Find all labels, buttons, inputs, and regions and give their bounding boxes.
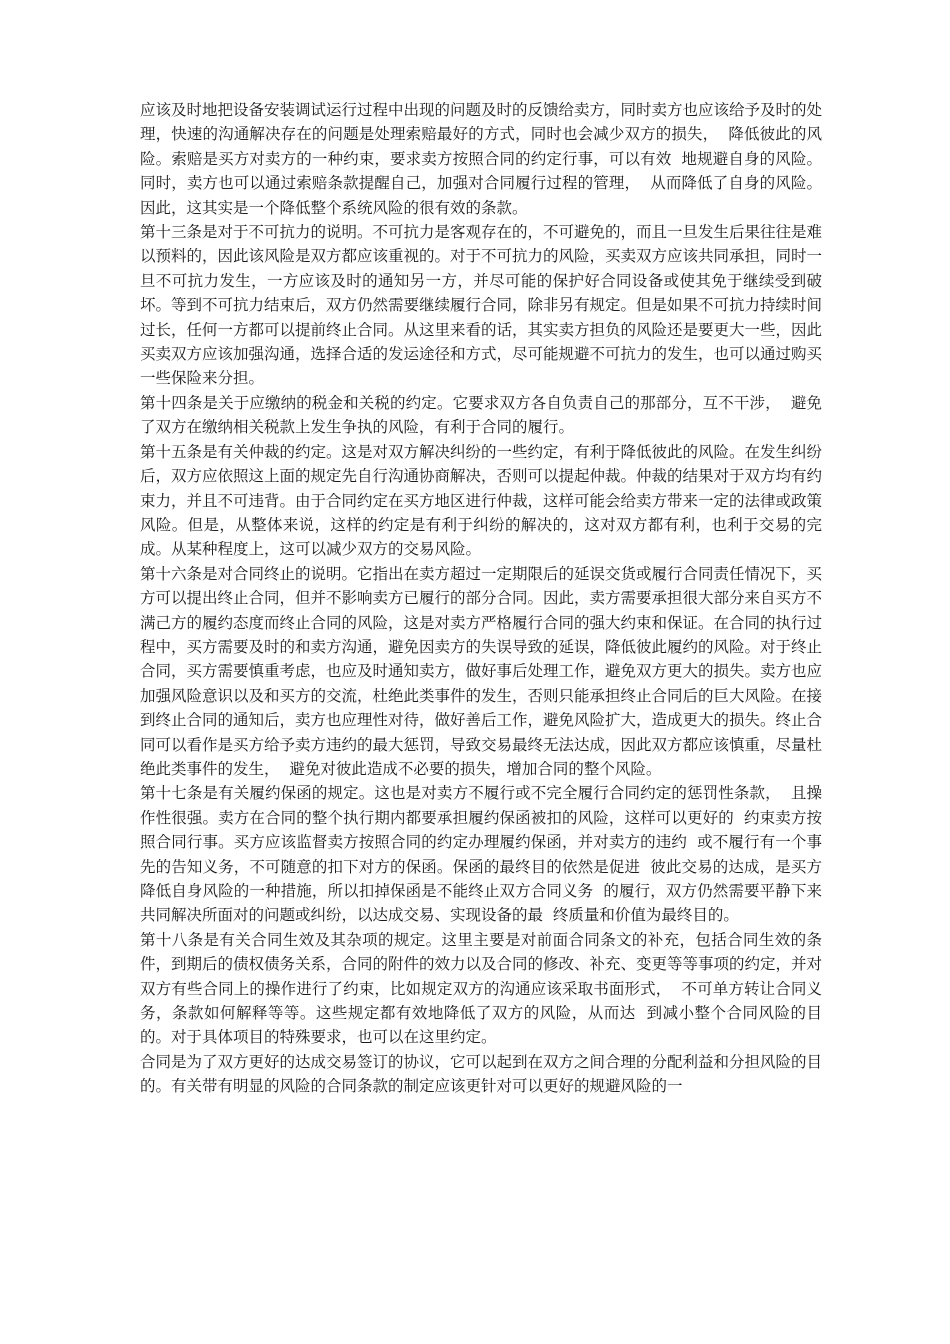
- paragraph-claims: 应该及时地把设备安装调试运行过程中出现的问题及时的反馈给卖方，同时卖方也应该给予及时的处理，快速的沟通解决存在的问题是处理索赔最好的方式，同时也会减少双方的损失， 降低彼此的风险。索赔是买方对卖方的一种约束，要求卖方按照合同的约定行事，可以有效 地规避自身的风险。同时，卖方也可以通过索赔条款提醒自己，加强对合同履行过程的管理， 从而降低了自身的风险。因此，这其实是一个降低整个系统风险的很有效的条款。: [140, 101, 823, 217]
- paragraph-article-17: 第十七条是有关履约保函的规定。这也是对卖方不履行或不完全履行合同约定的惩罚性条款， 且操作性很强。卖方在合同的整个执行期内都要承担履约保函被扣的风险，这样可以更好的 约束卖方按照合同行事。买方应该监督卖方按照合同的约定办理履约保函，并对卖方的违约 或不履行有一个事先的告知义务，不可随意的扣下对方的保函。保函的最终目的依然是促进 彼此交易的达成，是买方降低自身风险的一种措施，所以扣掉保函是不能终止双方合同义务 的履行，双方仍然需要平静下来共同解决所面对的问题或纠纷，以达成交易、实现设备的最 终质量和价值为最终目的。: [140, 784, 822, 925]
- document-body: [140, 98, 822, 1099]
- paragraph-article-14: 第十四条是关于应缴纳的税金和关税的约定。它要求双方各自负责自己的那部分，互不干涉， 避免了双方在缴纳相关税款上发生争执的风险，有利于合同的履行。: [140, 393, 822, 437]
- paragraph-conclusion: 合同是为了双方更好的达成交易签订的协议，它可以起到在双方之间合理的分配利益和分担风险的目的。有关带有明显的风险的合同条款的制定应该更针对可以更好的规避风险的一: [140, 1052, 823, 1096]
- paragraph-article-15: 第十五条是有关仲裁的约定。这是对双方解决纠纷的一些约定，有利于降低彼此的风险。在发生纠纷后，双方应依照这上面的规定先自行沟通协商解决，否则可以提起仲裁。仲裁的结果对于双方均有约束力，并且不可违背。由于合同约定在买方地区进行仲裁，这样可能会给卖方带来一定的法律或政策风险。但是，从整体来说，这样的约定是有利于纠纷的解决的，这对双方都有利，也利于交易的完成。从某种程度上，这可以减少双方的交易风险。: [140, 442, 823, 559]
- paragraph-article-13: 第十三条是对于不可抗力的说明。不可抗力是客观存在的，不可避免的，而且一旦发生后果往往是难以预料的，因此该风险是双方都应该重视的。对于不可抗力的风险，买卖双方应该共同承担，同时一旦不可抗力发生，一方应该及时的通知另一方，并尽可能的保护好合同设备或使其免于继续受到破坏。等到不可抗力结束后，双方仍然需要继续履行合同，除非另有规定。但是如果不可抗力持续时间过长，任何一方都可以提前终止合同。从这里来看的话，其实卖方担负的风险还是要更大一些，因此买卖双方应该加强沟通，选择合适的发运途径和方式，尽可能规避不可抗力的发生，也可以通过购买一些保险来分担。: [140, 223, 823, 388]
- paragraph-article-16: 第十六条是对合同终止的说明。它指出在卖方超过一定期限后的延误交货或履行合同责任情况下，买方可以提出终止合同，但并不影响卖方已履行的部分合同。因此，卖方需要承担很大部分来自买方不满己方的履约态度而终止合同的风险，这是对卖方严格履行合同的强大约束和保证。在合同的执行过程中，买方需要及时的和卖方沟通，避免因卖方的失误导致的延误，降低彼此履约的风险。对于终止合同，买方需要慎重考虑，也应及时通知卖方，做好事后处理工作，避免双方更大的损失。卖方也应加强风险意识以及和买方的交流，杜绝此类事件的发生，否则只能承担终止合同后的巨大风险。在接到终止合同的通知后，卖方也应理性对待，做好善后工作，避免风险扩大，造成更大的损失。终止合同可以看作是买方给予卖方违约的最大惩罚，导致交易最终无法达成，因此双方都应该慎重，尽量杜绝此类事件的发生， 避免对彼此造成不必要的损失，增加合同的整个风险。: [140, 564, 823, 778]
- paragraph-article-18: 第十八条是有关合同生效及其杂项的规定。这里主要是对前面合同条文的补充，包括合同生效的条件，到期后的债权债务关系，合同的附件的效力以及合同的修改、补充、变更等等事项的约定，并对双方有些合同上的操作进行了约束，比如规定双方的沟通应该采取书面形式， 不可单方转让合同义务，条款如何解释等等。这些规定都有效地降低了双方的风险，从而达 到减小整个合同风险的目的。对于具体项目的特殊要求，也可以在这里约定。: [140, 930, 823, 1047]
